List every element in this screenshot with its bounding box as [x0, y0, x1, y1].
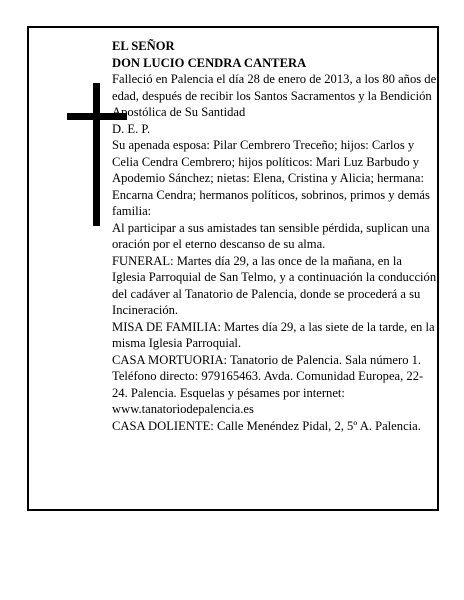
prayer-request-paragraph: Al participar a sus amistades tan sensible pérdida, suplican una oración por el eterno descanso de su alma.	[112, 220, 430, 251]
family-paragraph: Su apenada esposa: Pilar Cembrero Treceño; hijos: Carlos y Celia Cendra Cembrero; hijos políticos: Mari Luz Barbudo y Apodemio Sánchez; nietas: Elena, Cristina y Alicia; hermana: Encarna Cendra; hermanos políticos, sobrinos, primos y demás familia:	[112, 138, 430, 218]
death-details-paragraph: Falleció en Palencia el día 28 de enero de 2013, a los 80 años de edad, después de recibir los Santos Sacramentos y la Bendición Apostólica de Su Santidad	[112, 72, 437, 119]
family-home-paragraph: CASA DOLIENTE: Calle Menéndez Pidal, 2, 5º A. Palencia.	[112, 418, 421, 433]
funeral-paragraph: FUNERAL: Martes día 29, a las once de la mañana, en la Iglesia Parroquial de San Telmo, y a continuación la conducción del cadáver al Tanatorio de Palencia, donde se procederá a su Incineración.	[112, 253, 437, 317]
notice-text	[112, 38, 437, 434]
deceased-name: DON LUCIO CENDRA CANTERA	[112, 55, 307, 70]
rip-line: D. E. P.	[112, 121, 151, 136]
mortuary-paragraph: CASA MORTUORIA: Tanatorio de Palencia. Sala número 1. Teléfono directo: 979165463. Avda. Comunidad Europea, 22-24. Palencia. Esquelas y pésames por internet: www.tanatoriodepalencia.es	[112, 352, 424, 416]
family-mass-paragraph: MISA DE FAMILIA: Martes día 29, a las siete de la tarde, en la misma Iglesia Parroquial.	[112, 319, 435, 350]
notice-title-line1: EL SEÑOR	[112, 39, 175, 53]
cross-vertical-bar	[93, 83, 100, 226]
